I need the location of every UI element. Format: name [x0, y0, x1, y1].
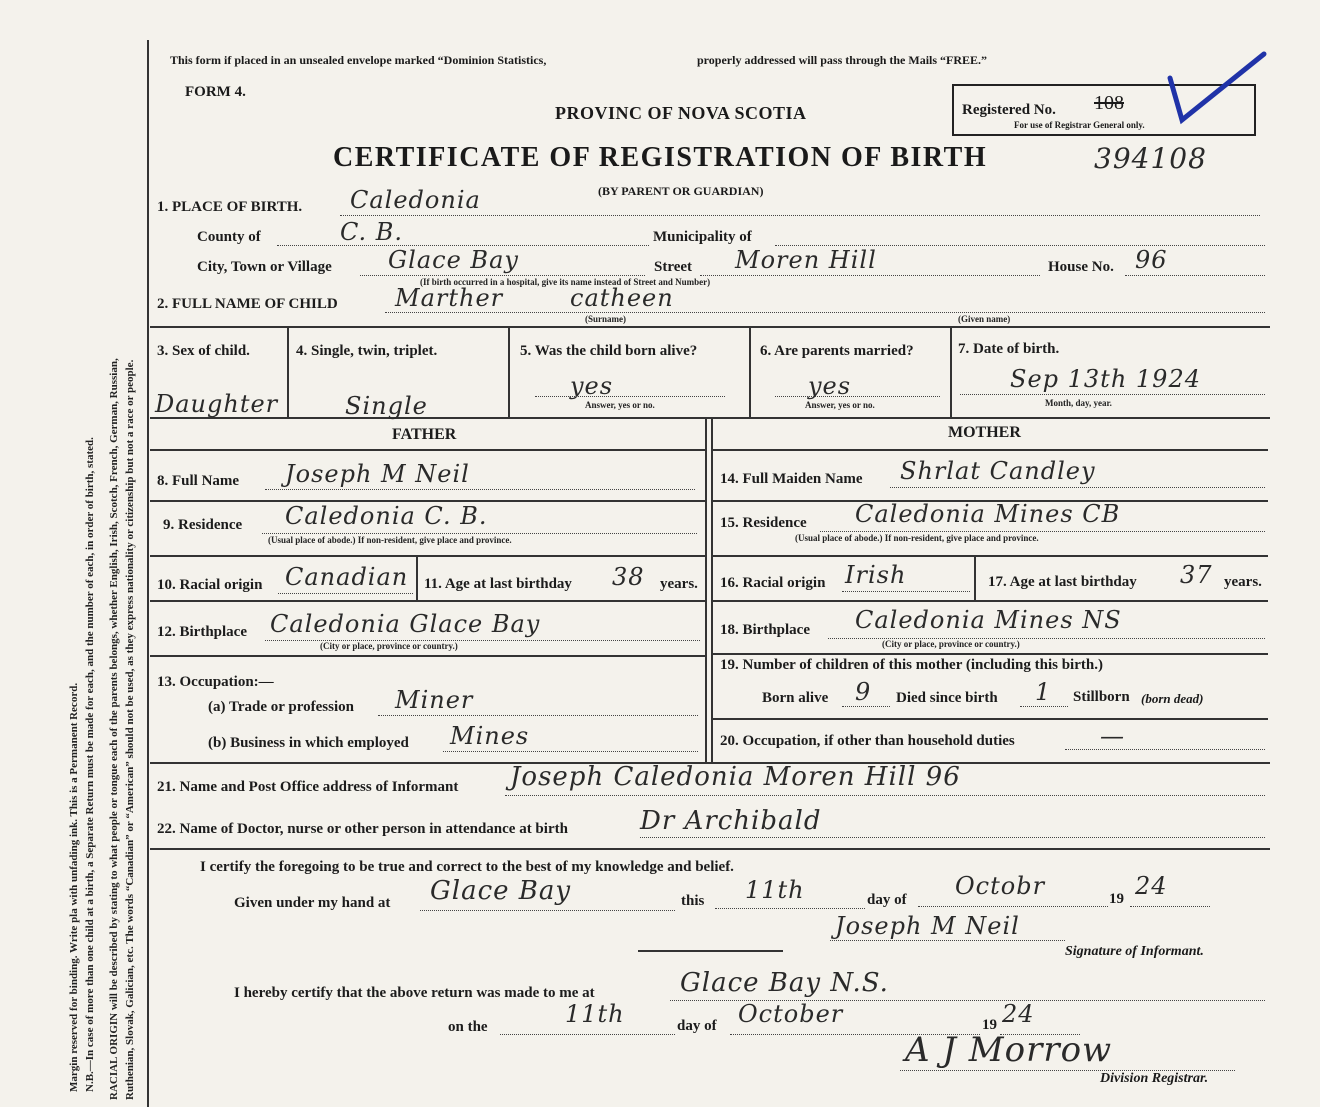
parents-married-note: Answer, yes or no. — [805, 400, 875, 410]
date-of-birth-note: Month, day, year. — [1045, 398, 1112, 408]
father-birthplace-label: 12. Birthplace — [157, 624, 247, 640]
born-alive-count-value: 9 — [855, 678, 872, 706]
given-month-value: Octobr — [955, 872, 1046, 900]
city-value: Glace Bay — [388, 246, 519, 274]
sex-value: Daughter — [155, 390, 279, 418]
hospital-note: (If birth occurred in a hospital, give its name instead of Street and Number) — [420, 277, 711, 287]
given-year-suffix: 24 — [1135, 872, 1168, 900]
date-of-birth-value: Sep 13th 1924 — [1010, 365, 1201, 393]
father-age-unit: years. — [660, 576, 698, 592]
mother-residence-value: Caledonia Mines CB — [855, 500, 1121, 528]
registrar-general-note: For use of Registrar General only. — [1014, 120, 1145, 130]
mother-age-label: 17. Age at last birthday — [988, 574, 1137, 590]
mother-name-value: Shrlat Candley — [900, 457, 1096, 485]
father-business-value: Mines — [450, 722, 530, 750]
county-value: C. B. — [340, 218, 404, 246]
father-name-label: 8. Full Name — [157, 473, 240, 489]
father-birthplace-note: (City or place, province or country.) — [320, 641, 458, 651]
died-since-birth-label: Died since birth — [896, 690, 998, 706]
mother-age-unit: years. — [1224, 574, 1262, 590]
given-day-value: 11th — [745, 876, 805, 904]
informant-signature: Joseph M Neil — [835, 912, 1020, 940]
given-day-of-label: day of — [867, 892, 907, 908]
mother-residence-label: 15. Residence — [720, 515, 807, 531]
given-this-label: this — [681, 893, 705, 909]
margin-nb-note: N.B.—In case of more than one child at a birth, a Separate Return must be made for each, and the number of each, in order of birth, stated. — [84, 437, 96, 1092]
form-number: FORM 4. — [185, 84, 246, 100]
county-label: County of — [197, 229, 261, 245]
mother-heading: MOTHER — [948, 424, 1021, 441]
father-residence-value: Caledonia C. B. — [285, 502, 488, 530]
certificate-title: CERTIFICATE OF REGISTRATION OF BIRTH — [333, 142, 988, 173]
registrar-day-value: 11th — [565, 1000, 625, 1028]
registrar-year-prefix: 19 — [982, 1017, 997, 1033]
informant-signature-label: Signature of Informant. — [1065, 944, 1204, 959]
certificate-subtitle: (BY PARENT OR GUARDIAN) — [598, 184, 764, 198]
registrar-day-of-label: day of — [677, 1018, 717, 1034]
father-business-label: (b) Business in which employed — [208, 735, 409, 751]
plurality-label: 4. Single, twin, triplet. — [296, 343, 438, 359]
mail-notice-right: properly addressed will pass through the Mails “FREE.” — [697, 53, 988, 67]
mother-birthplace-label: 18. Birthplace — [720, 622, 810, 638]
municipality-label: Municipality of — [653, 229, 752, 245]
registrar-signature: A J Morrow — [905, 1030, 1113, 1070]
registrar-place: Glace Bay N.S. — [680, 968, 889, 998]
father-residence-label: 9. Residence — [163, 517, 243, 533]
doctor-label: 22. Name of Doctor, nurse or other person in attendance at birth — [157, 821, 568, 837]
born-alive-label: 5. Was the child born alive? — [520, 343, 698, 359]
plurality-value: Single — [345, 392, 428, 420]
mother-children-label: 19. Number of children of this mother (including this birth.) — [720, 657, 1103, 673]
child-name-label: 2. FULL NAME OF CHILD — [157, 296, 338, 312]
given-year-prefix: 19 — [1109, 891, 1124, 907]
mail-notice-left: This form if placed in an unsealed envelope marked “Dominion Statistics, — [170, 53, 547, 67]
division-registrar-label: Division Registrar. — [1100, 1071, 1209, 1086]
stillborn-note: (born dead) — [1141, 691, 1204, 706]
sex-label: 3. Sex of child. — [157, 343, 250, 359]
house-number-label: House No. — [1048, 259, 1114, 275]
born-alive-count-label: Born alive — [762, 690, 829, 706]
mother-birthplace-value: Caledonia Mines NS — [855, 606, 1122, 634]
father-heading: FATHER — [392, 426, 457, 443]
margin-racial-origin-note-2: Ruthenian, Slovak, Galician, etc. The words “Canadian” or “American” should not be used, as they express nationality or citizenship but not a race or people. — [124, 359, 136, 1100]
father-racial-origin-label: 10. Racial origin — [157, 577, 263, 593]
father-age-value: 38 — [612, 563, 645, 591]
parents-married-value: yes — [808, 372, 852, 400]
died-since-birth-value: 1 — [1035, 678, 1052, 706]
street-value: Moren Hill — [735, 246, 877, 274]
father-name-value: Joseph M Neil — [285, 460, 470, 488]
registered-value: 108 — [1094, 92, 1124, 114]
informant-certification: I certify the foregoing to be true and correct to the best of my knowledge and belief. — [200, 859, 734, 875]
mother-occupation-label: 20. Occupation, if other than household duties — [720, 733, 1015, 749]
house-number-value: 96 — [1135, 246, 1168, 274]
checkmark-icon — [1160, 48, 1270, 128]
certificate-number: 394108 — [1094, 142, 1207, 175]
place-of-birth-label: 1. PLACE OF BIRTH. — [157, 199, 303, 215]
registrar-certification: I hereby certify that the above return was made to me at — [234, 985, 595, 1001]
given-at-place: Glace Bay — [430, 876, 572, 906]
father-occupation-label: 13. Occupation:— — [157, 674, 274, 690]
given-at-label: Given under my hand at — [234, 895, 391, 911]
mother-racial-origin-label: 16. Racial origin — [720, 575, 826, 591]
parents-married-label: 6. Are parents married? — [760, 343, 914, 359]
surname-note: (Surname) — [585, 314, 626, 324]
street-label: Street — [654, 259, 693, 275]
place-of-birth-value: Caledonia — [350, 186, 481, 214]
mother-birthplace-note: (City or place, province or country.) — [882, 639, 1020, 649]
margin-binding-note: Margin reserved for binding. Write pla with unfading ink. This is a Permanent Record. — [68, 682, 80, 1092]
child-given-name-value: catheen — [570, 284, 674, 312]
mother-age-value: 37 — [1180, 561, 1213, 589]
mother-racial-origin-value: Irish — [845, 561, 907, 589]
informant-label: 21. Name and Post Office address of Informant — [157, 779, 459, 795]
margin-racial-origin-note: RACIAL ORIGIN will be described by stating to what people or tongue each of the parents belongs, whether English, Irish, Scotch, French, German, Russian, — [108, 358, 120, 1100]
father-trade-label: (a) Trade or profession — [208, 699, 354, 715]
mother-occupation-value: — — [1100, 722, 1125, 750]
father-trade-value: Miner — [395, 686, 474, 714]
mother-residence-note: (Usual place of abode.) If non-resident, give place and province. — [795, 533, 1039, 543]
registrar-month-value: October — [738, 1000, 844, 1028]
born-alive-value: yes — [570, 372, 614, 400]
given-name-note: (Given name) — [958, 314, 1011, 324]
registered-label: Registered No. — [962, 102, 1056, 118]
stillborn-label: Stillborn — [1073, 689, 1130, 705]
province-heading: PROVINC OF NOVA SCOTIA — [555, 103, 807, 123]
father-age-label: 11. Age at last birthday — [424, 576, 572, 592]
city-label: City, Town or Village — [197, 259, 332, 275]
informant-value: Joseph Caledonia Moren Hill 96 — [510, 762, 961, 792]
father-residence-note: (Usual place of abode.) If non-resident, give place and province. — [268, 535, 512, 545]
registrar-on-label: on the — [448, 1019, 488, 1035]
registrar-year-suffix: 24 — [1002, 1000, 1035, 1028]
mother-name-label: 14. Full Maiden Name — [720, 471, 863, 487]
date-of-birth-label: 7. Date of birth. — [958, 341, 1060, 357]
doctor-value: Dr Archibald — [640, 806, 822, 836]
child-surname-value: Marther — [395, 284, 504, 312]
born-alive-note: Answer, yes or no. — [585, 400, 655, 410]
father-racial-origin-value: Canadian — [285, 563, 409, 591]
father-birthplace-value: Caledonia Glace Bay — [270, 610, 541, 638]
